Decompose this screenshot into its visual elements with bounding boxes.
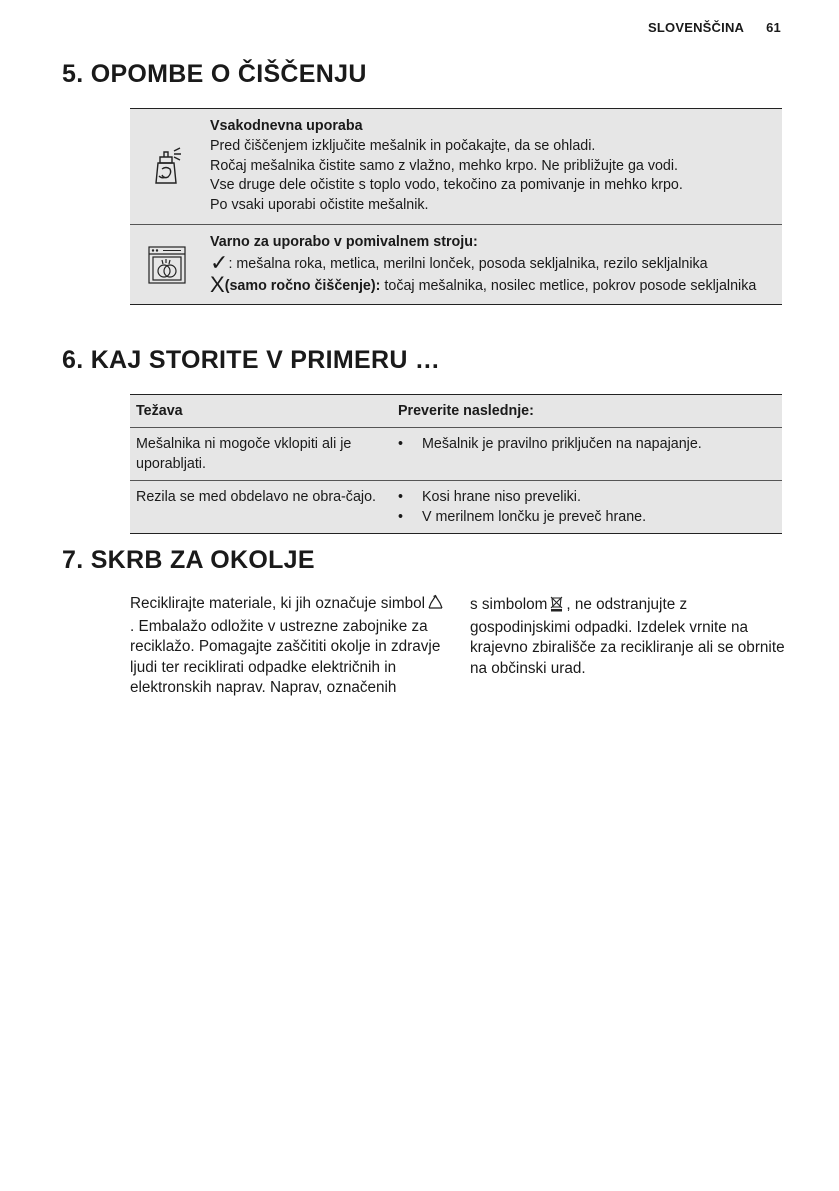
environment-text-part: Reciklirajte materiale, ki jih označuje simbol [130, 595, 426, 612]
check-item: • V merilnem lončku je preveč hrane. [398, 507, 776, 527]
cleaning-daily-line: Pred čiščenjem izključite mešalnik in počakajte, da se ohladi. [210, 137, 596, 154]
cleaning-daily-line: Ročaj mešalnika čistite samo z vlažno, mehko krpo. Ne približujte ga vodi. [210, 157, 679, 174]
cleaning-dishwasher-title: Varno za uporabo v pomivalnem stroju: [210, 233, 478, 250]
page-header [648, 20, 781, 35]
section5-title: 5. OPOMBE O ČIŠČENJU [62, 60, 367, 88]
check-mark-icon: ✓ [210, 249, 229, 275]
cleaning-daily-line: Po vsaki uporabi očistite mešalnik. [210, 197, 429, 214]
environment-text-part: s simbolom [470, 596, 548, 613]
hand-wash-only-label: (samo ročno čiščenje): [224, 277, 381, 294]
dishwasher-safe-line [210, 249, 776, 275]
recycle-icon [427, 594, 444, 617]
page-number: 61 [766, 20, 781, 35]
cleaning-daily-title: Vsakodnevna uporaba [210, 118, 363, 134]
dishwasher-safe-text: : mešalna roka, metlica, merilni lonček, posoda sekljalnika, rezilo sekljalnika [228, 255, 708, 272]
dishwasher-unsafe-line [210, 271, 776, 297]
column-header-check: Preverite naslednje: [398, 403, 534, 419]
cleaning-daily-line: Vse druge dele očistite s toplo vodo, tekočino za pomivanje in mehko krpo. [210, 177, 683, 194]
cleaning-row-dishwasher [130, 225, 782, 305]
dishwasher-icon [130, 225, 204, 304]
table-row [130, 481, 782, 534]
section7-title: 7. SKRB ZA OKOLJE [62, 546, 315, 574]
cleaning-row-daily [130, 109, 782, 225]
crossed-bin-icon [549, 594, 564, 618]
environment-text-col1 [130, 594, 450, 698]
hand-wash-icon [130, 109, 204, 224]
environment-text-col2 [470, 594, 790, 679]
check-item: • Mešalnik je pravilno priključen na napajanje. [398, 434, 776, 454]
cross-mark-icon: X [210, 271, 225, 297]
table-row [130, 428, 782, 481]
column-header-problem: Težava [136, 403, 183, 419]
environment-text-part: . Embalažo odložite v ustrezne zabojnike za reciklažo. Pomagajte zaščititi okolje in zdravje ljudi ter reciklirati odpadke električnih in elektronskih naprav. Naprav, označenih [130, 618, 441, 696]
environment-text-part: , ne odstranjujte z gospodinjskimi odpadki. Izdelek vrnite na krajevno zbirališče za recikliranje ali se obrnite na občinski urad. [470, 596, 785, 677]
section6-title: 6. KAJ STORITE V PRIMERU … [62, 346, 441, 374]
cleaning-table [130, 108, 782, 305]
troubleshooting-table [130, 394, 782, 534]
problem-cell: Rezila se med obdelavo ne obra-čajo. [136, 489, 377, 505]
problem-cell: Mešalnika ni mogoče vklopiti ali je uporabljati. [136, 436, 352, 472]
dishwasher-unsafe-text: točaj mešalnika, nosilec metlice, pokrov posode sekljalnika [380, 277, 757, 294]
header-language: SLOVENŠČINA [648, 20, 745, 35]
check-item: • Kosi hrane niso preveliki. [398, 487, 776, 507]
table-header-row [130, 395, 782, 428]
